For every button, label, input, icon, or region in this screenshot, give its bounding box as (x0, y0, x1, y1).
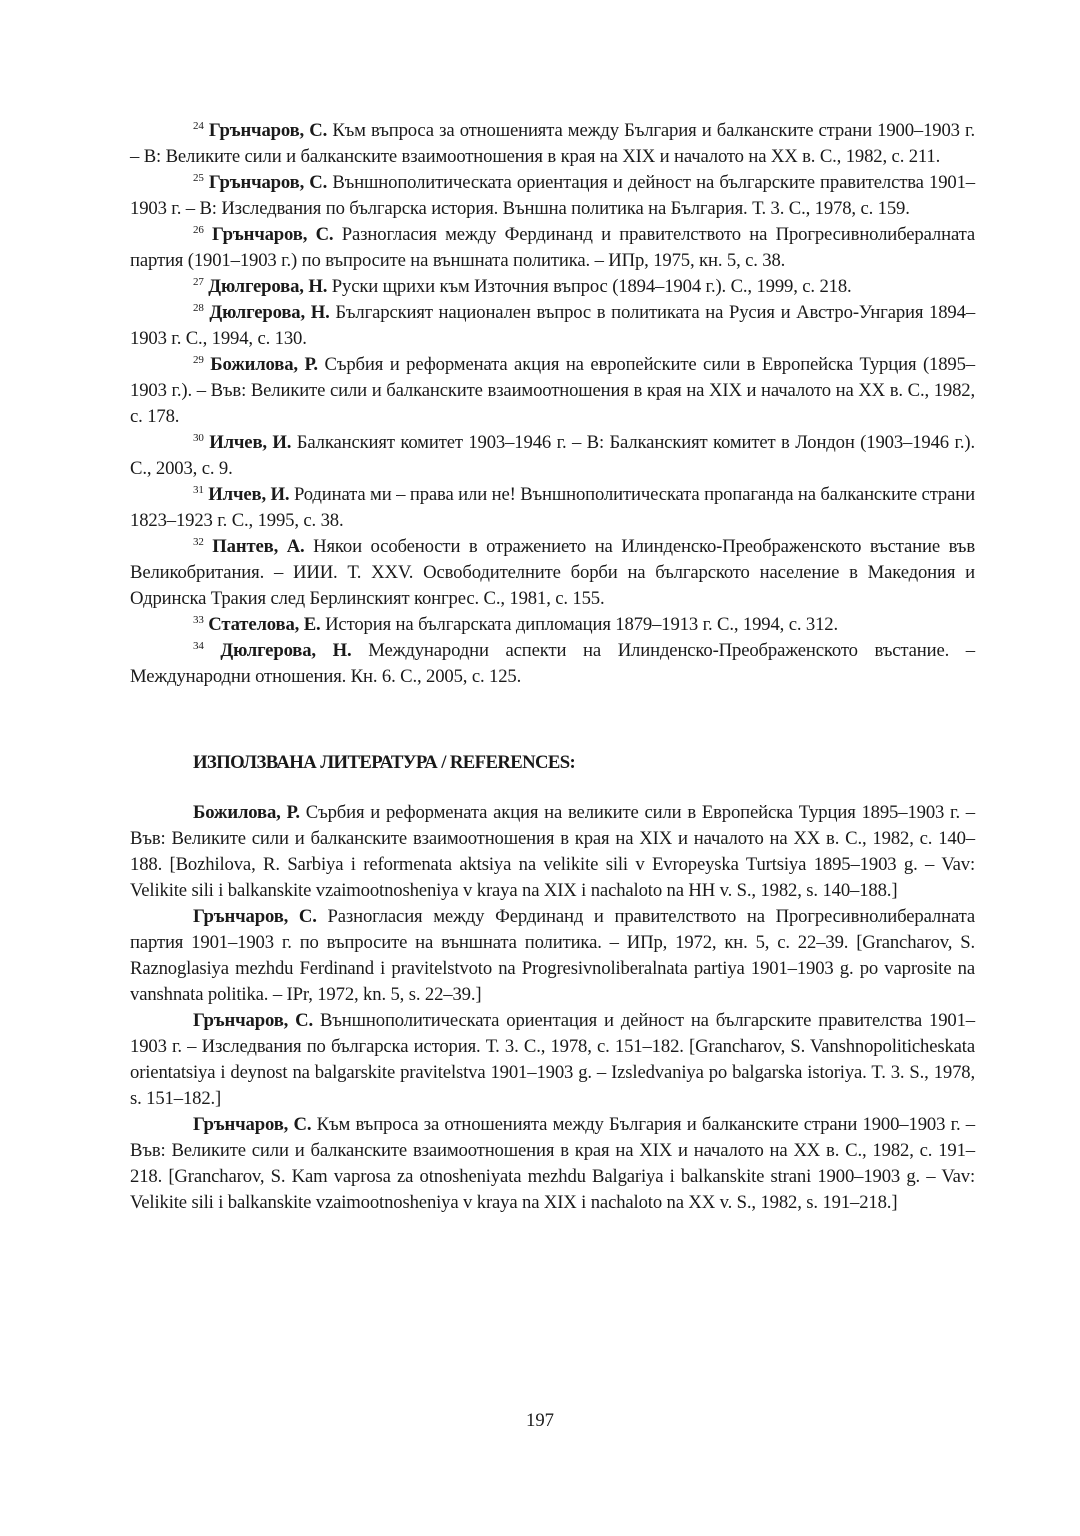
footnote-text: Някои особености в отражението на Илинденско-Преображенското въстание във Великобритания. – ИИИ. Т. XXV. Освободителните борби на българското население в Македония и Одринска Тракия след Берлинският конгрес. С., 1981, с. 155. (130, 536, 975, 609)
footnote-author: Божилова, Р. (210, 354, 318, 375)
footnote-34 (130, 638, 975, 690)
reference-text: Външнополитическата ориентация и дейност на българските правителства 1901–1903 г. – Изследвания по българска история. Т. 3. С., 1978, с. 151–182. [Grancharov, S. Vanshnopoliticheskata orientatsiya i deynost na balgarskite pravitelstva 1901–1903 g. – Izsledvaniya po balgarska istoriya. T. 3. S., 1978, s. 151–182.] (130, 1010, 975, 1109)
footnote-text: Родината ми – права или не! Външнополитическата пропаганда на балканските страни 1823–1923 г. С., 1995, с. 38. (130, 484, 975, 531)
footnote-number: 29 (193, 353, 204, 366)
page-body (130, 118, 975, 1216)
footnote-author: Илчев, И. (209, 432, 292, 453)
footnote-24 (130, 118, 975, 170)
footnote-number: 31 (193, 483, 204, 496)
footnote-number: 32 (193, 535, 204, 548)
footnote-text: Международни аспекти на Илинденско-Преображенското въстание. – Международни отношения. Кн. 6. С., 2005, с. 125. (130, 640, 975, 687)
footnote-text: Балканският комитет 1903–1946 г. – В: Балканският комитет в Лондон (1903–1946 г.). С., 2003, с. 9. (130, 432, 975, 479)
footnote-number: 27 (193, 275, 204, 288)
footnote-author: Стателова, Е. (208, 614, 321, 635)
reference-author: Грънчаров, С. (193, 1114, 312, 1135)
footnote-26 (130, 222, 975, 274)
reference-author: Божилова, Р. (193, 802, 300, 823)
footnote-number: 33 (193, 613, 204, 626)
footnote-number: 24 (193, 119, 204, 132)
reference-text: Сърбия и реформената акция на великите сили в Европейска Турция 1895–1903 г. – Във: Великите сили и балканските взаимоотношения в края на ХІХ и началото на ХХ в. С., 1982, с. 140–188. [Bozhilova, R. Sarbiya i reformenata aktsiya na velikite sili v Evropeyska Turtsiya 1895–1903 g. – Vav: Velikite sili i balkanskite vzaimootnosheniya v kraya na XIX i nachaloto na HH v. S., 1982, s. 140–188.] (130, 802, 975, 901)
footnote-number: 30 (193, 431, 204, 444)
reference-text: Разногласия между Фердинанд и правителството на Прогресивнолибералната партия 1901–1903 г. по въпросите на външната политика. – ИПр, 1972, кн. 5, с. 22–39. [Grancharov, S. Raznoglasiya mezhdu Ferdinand i pravitelstvoto na Progresivnoliberalnata partiya 1901–1903 g. po vaprosite na vanshnata politika. – IPr, 1972, kn. 5, s. 22–39.] (130, 906, 975, 1005)
footnote-author: Грънчаров, С. (208, 172, 328, 193)
footnote-author: Дюлгерова, Н. (208, 276, 328, 297)
footnote-number: 28 (193, 301, 204, 314)
footnote-author: Дюлгерова, Н. (220, 640, 352, 661)
footnote-31 (130, 482, 975, 534)
footnote-text: Външнополитическата ориентация и дейност на българските правителства 1901–1903 г. – В: Изследвания по българска история. Външна политика на България. Т. 3. С., 1978, с. 159. (130, 172, 975, 219)
reference-entry (130, 1008, 975, 1112)
reference-author: Грънчаров, С. (193, 1010, 314, 1031)
footnote-text: Българският национален въпрос в политиката на Русия и Австро-Унгария 1894–1903 г. С., 1994, с. 130. (130, 302, 976, 349)
footnote-text: Разногласия между Фердинанд и правителството на Прогресивнолибералната партия (1901–1903 г.) по въпросите на външната политика. – ИПр, 1975, кн. 5, с. 38. (130, 224, 975, 271)
footnote-author: Пантев, А. (212, 536, 305, 557)
footnote-33 (130, 612, 975, 638)
footnote-text: Сърбия и реформената акция на европейските сили в Европейска Турция (1895–1903 г.). – Във: Великите сили и балканските взаимоотношения в края на ХІХ и началото на ХХ в. С., 1982, с. 178. (130, 354, 975, 427)
footnote-author: Грънчаров, С. (208, 120, 328, 141)
footnotes-section (130, 118, 975, 690)
footnote-author: Илчев, И. (208, 484, 290, 505)
reference-entry (130, 1112, 975, 1216)
footnote-author: Грънчаров, С. (212, 224, 334, 245)
footnote-29 (130, 352, 975, 430)
footnote-number: 25 (193, 171, 204, 184)
footnote-32 (130, 534, 975, 612)
footnote-28 (130, 300, 975, 352)
reference-entry (130, 800, 975, 904)
page-number: 197 (525, 1410, 555, 1431)
footnote-number: 26 (193, 223, 204, 236)
footnote-25 (130, 170, 975, 222)
footnote-author: Дюлгерова, Н. (209, 302, 330, 323)
reference-entry (130, 904, 975, 1008)
references-section (130, 800, 975, 1216)
reference-text: Към въпроса за отношенията между България и балканските страни 1900–1903 г. – Във: Великите сили и балканските взаимоотношения в края на ХІХ и началото на ХХ в. С., 1982, с. 191–218. [Grancharov, S. Kam vaprosa za otnosheniyata mezhdu Balgariya i balkanskite strani 1900–1903 g. – Vav: Velikite sili i balkanskite vzaimootnosheniya v kraya na XIX i nachaloto na XX v. S., 1982, s. 191–218.] (130, 1114, 975, 1213)
footnote-text: Към въпроса за отношенията между България и балканските страни 1900–1903 г. – В: Великите сили и балканските взаимоотношения в края на ХІХ и началото на ХХ в. С., 1982, с. 211. (130, 120, 975, 167)
footnote-text: Руски щрихи към Източния въпрос (1894–1904 г.). С., 1999, с. 218. (327, 276, 852, 297)
footnote-30 (130, 430, 975, 482)
footnote-27 (130, 274, 975, 300)
footnote-text: История на българската дипломация 1879–1913 г. С., 1994, с. 312. (320, 614, 839, 635)
references-heading: ИЗПОЛЗВАНА ЛИТЕРАТУРА / REFERENCES: (193, 752, 576, 773)
reference-author: Грънчаров, С. (193, 906, 317, 927)
footnote-number: 34 (193, 639, 204, 652)
